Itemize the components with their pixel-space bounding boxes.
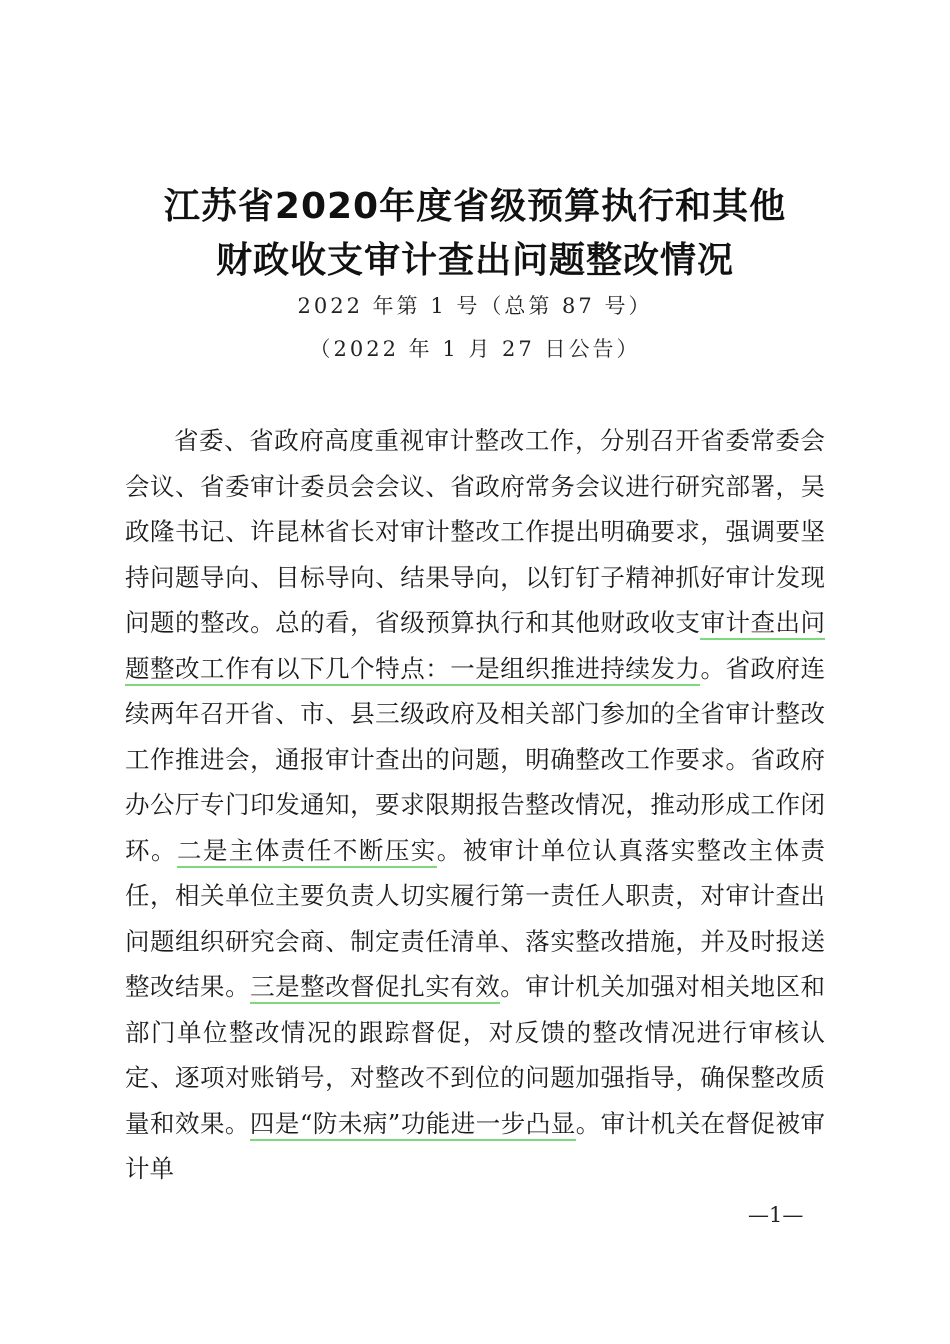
announcement-date: （2022 年 1 月 27 日公告）: [309, 337, 641, 361]
document-title-line-1: 江苏省2020年度省级预算执行和其他: [163, 186, 787, 227]
body-text-segment: 。省政府连续两年召开省、市、县三级政府及相关部门参加的全省审计整改工作推进会，通报审计查出的问题，明确整改工作要求。省政府办公厅专门印发通知，要求限期报告整改情况，推动形成工作闭环。: [125, 653, 826, 865]
body-text-segment: 。被审计单位认真落实整改主体责任，相关单位主要负责人切实履行第一责任人职责，对审计查出问题组织研究会商、制定责任清单、落实整改措施，并及时报送整改结果。: [125, 835, 826, 1001]
highlight-point-4: 四是“防未病”功能进一步凸显: [250, 1109, 576, 1141]
body-paragraph: [125, 418, 825, 1192]
issue-number: 2022 年第 1 号（总第 87 号）: [297, 294, 653, 318]
highlight-point-1: 审计查出问题整改工作有以下几个特点：一是组织推进持续发力: [125, 608, 825, 686]
body-text-segment: 。审计机关在督促被审计单: [125, 1108, 826, 1183]
document-title-line-2: 财政收支审计查出问题整改情况: [215, 240, 734, 281]
highlight-point-2: 二是主体责任不断压实: [177, 836, 437, 868]
highlight-point-3: 三是整改督促扎实有效: [250, 972, 500, 1004]
body-text-segment: 。审计机关加强对相关地区和部门单位整改情况的跟踪督促，对反馈的整改情况进行审核认定、逐项对账销号，对整改不到位的问题加强指导，确保整改质量和效果。: [125, 972, 826, 1138]
page-number: —1—: [748, 1203, 804, 1227]
body-text-segment: 省委、省政府高度重视审计整改工作，分别召开省委常委会会议、省委审计委员会会议、省政府常务会议进行研究部署，吴政隆书记、许昆林省长对审计整改工作提出明确要求，强调要坚持问题导向、目标导向、结果导向，以钉钉子精神抓好审计发现问题的整改。总的看，省级预算执行和其他财政收支: [125, 426, 825, 637]
